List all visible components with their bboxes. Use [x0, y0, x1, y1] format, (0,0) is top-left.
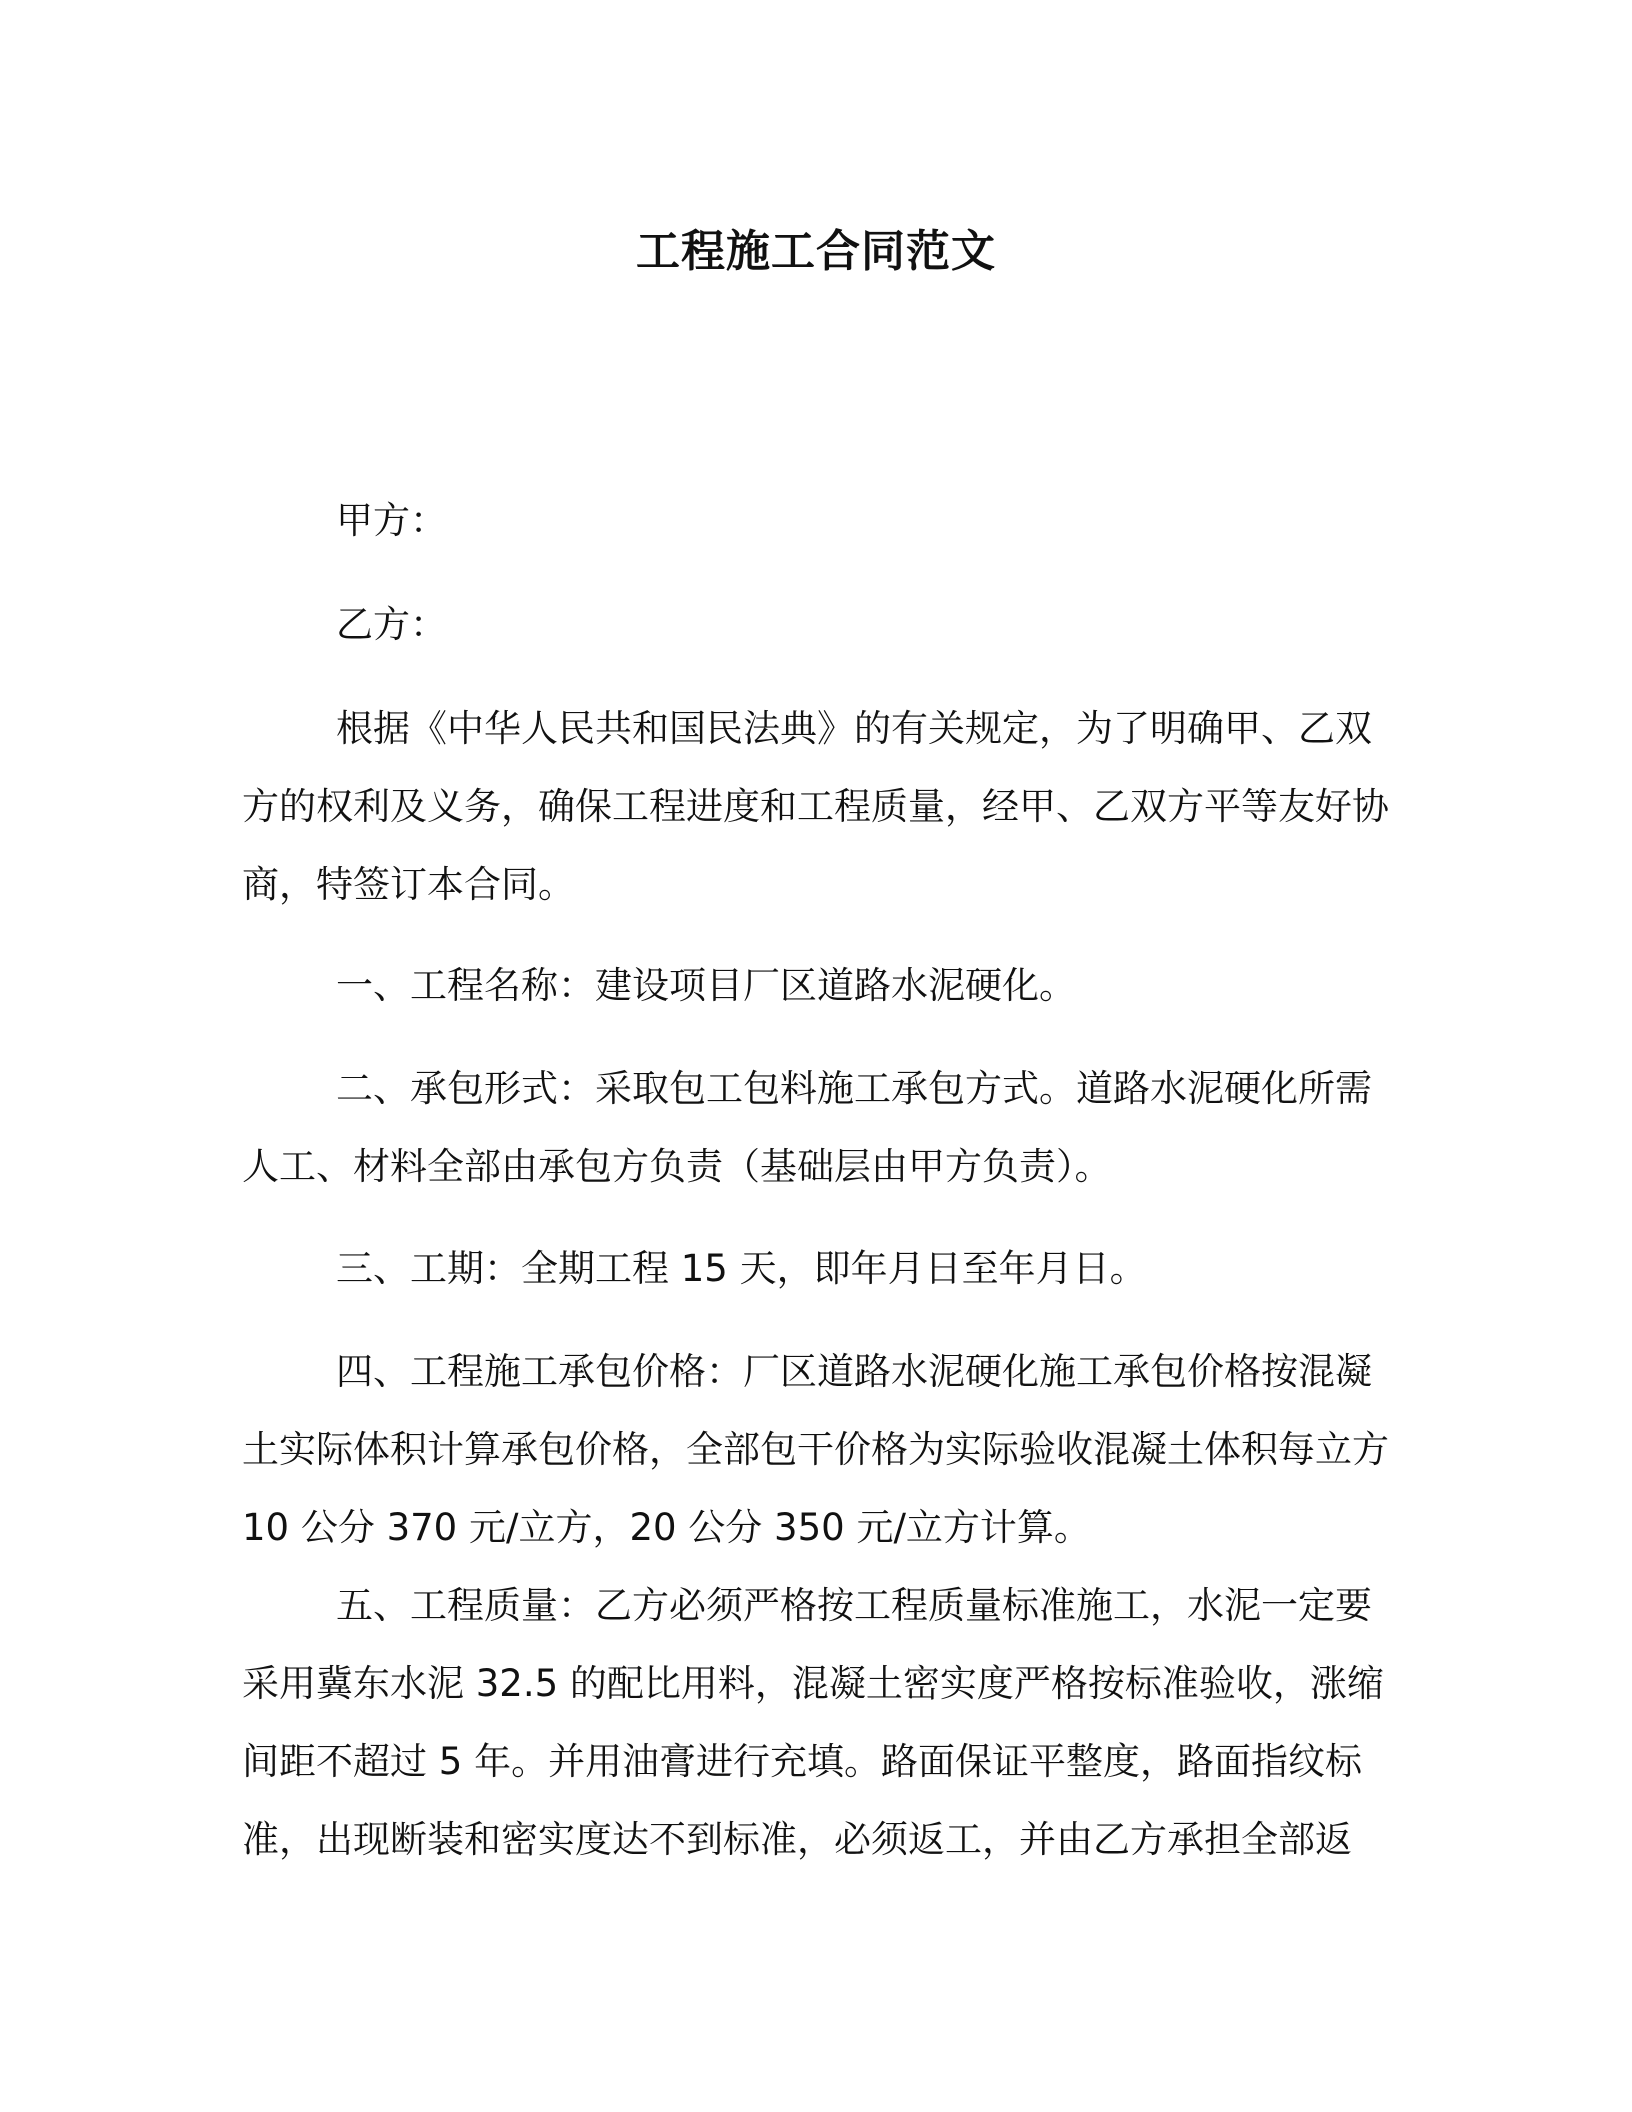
- party-b-line: 乙方：: [336, 603, 447, 646]
- clause-2-contract-form: 二、承包形式：采取包工包料施工承包方式。道路水泥硬化所需人工、材料全部由承包方负责（基础层由甲方负责）。: [242, 1067, 1372, 1188]
- clause-4-price: 四、工程施工承包价格：厂区道路水泥硬化施工承包价格按混凝土实际体积计算承包价格，全部包干价格为实际验收混凝土体积每立方 10 公分 370 元/立方，20 公分 350 元/立方计算。: [242, 1350, 1389, 1549]
- preamble-paragraph: 根据《中华人民共和国民法典》的有关规定，为了明确甲、乙双方的权利及义务，确保工程进度和工程质量，经甲、乙双方平等友好协商，特签订本合同。: [242, 707, 1389, 906]
- document-title: 工程施工合同范文: [636, 226, 996, 277]
- party-a-line: 甲方：: [336, 499, 447, 542]
- clause-3-duration: 三、工期：全期工程 15 天，即年月日至年月日。: [336, 1247, 1147, 1290]
- clause-1-project-name: 一、工程名称：建设项目厂区道路水泥硬化。: [336, 964, 1076, 1007]
- clause-5-quality: 五、工程质量：乙方必须严格按工程质量标准施工，水泥一定要采用冀东水泥 32.5 的配比用料，混凝土密实度严格按标准验收，涨缩间距不超过 5 年。并用油膏进行充填。路面保证平整度，路面指纹标准，出现断装和密实度达不到标准，必须返工，并由乙方承担全部返: [242, 1584, 1384, 1861]
